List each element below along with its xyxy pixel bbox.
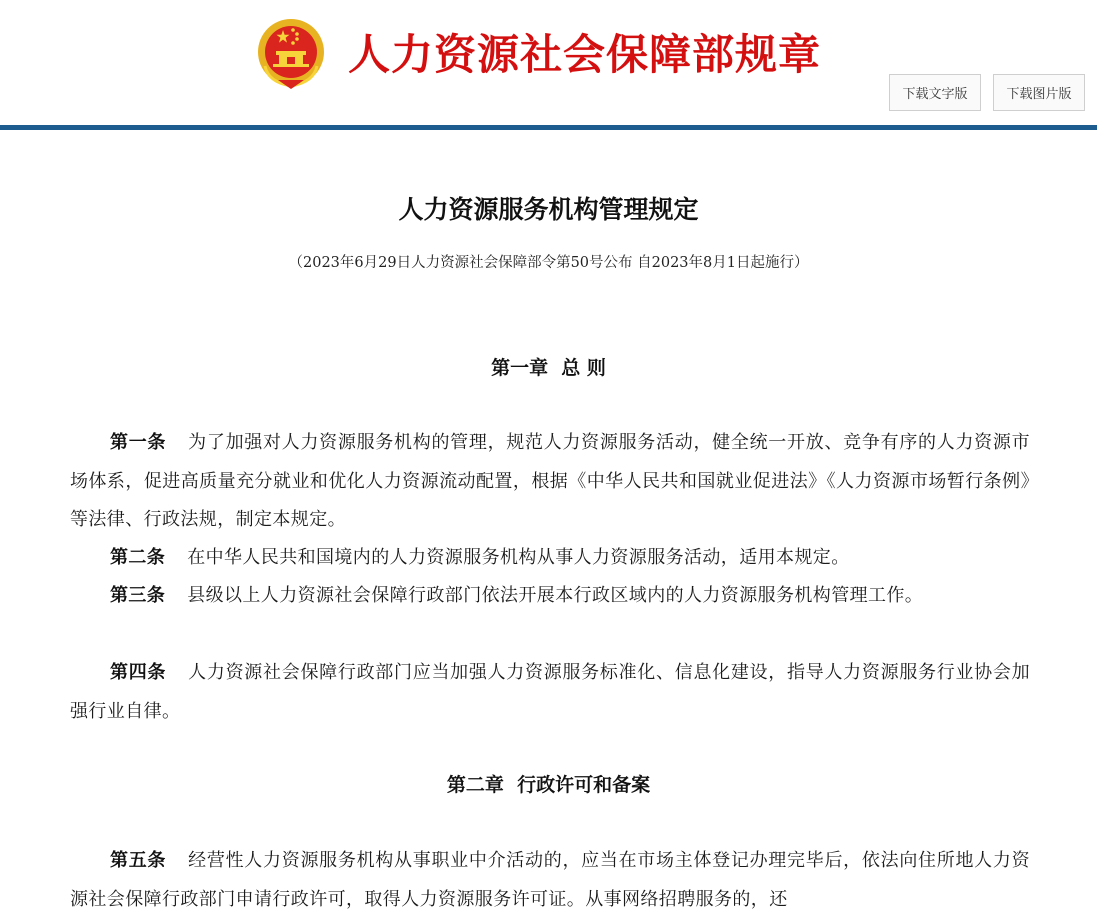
article-label: 第二条 [110,547,166,568]
article-label: 第四条 [110,662,167,683]
article-text: 人力资源社会保障行政部门应当加强人力资源服务标准化、信息化建设，指导人力资源服务行业协会加强行业自律。 [70,662,1031,722]
article-text: 县级以上人力资源社会保障行政部门依法开展本行政区域内的人力资源服务机构管理工作。 [187,585,924,606]
chapter-heading-2: 第二章 行政许可和备案 [446,774,651,796]
article-5 [70,842,1030,919]
chapter-heading-1: 第一章 总 则 [491,357,606,379]
download-text-version-button[interactable]: 下载文字版 [889,74,981,111]
article-label: 第五条 [110,850,167,871]
article-2 [70,539,1030,578]
header-divider [0,125,1097,130]
document-subtitle: （2023年6月29日人力资源社会保障部令第50号公布 自2023年8月1日起施行） [288,255,809,271]
article-4 [70,654,1030,731]
article-text: 经营性人力资源服务机构从事职业中介活动的，应当在市场主体登记办理完毕后，依法向住所地人力资源社会保障行政部门申请行政许可，取得人力资源服务许可证。从事网络招聘服务的，还 [70,850,1031,910]
article-text: 为了加强对人力资源服务机构的管理，规范人力资源服务活动，健全统一开放、竞争有序的人力资源市场体系，促进高质量充分就业和优化人力资源流动配置，根据《中华人民共和国就业促进法》《人力资源市场暂行条例》等法律、行政法规，制定本规定。 [70,432,1031,530]
national-emblem-icon [256,18,326,90]
download-image-version-button[interactable]: 下载图片版 [993,74,1085,111]
document-title: 人力资源服务机构管理规定 [398,195,699,224]
site-title: 人力资源社会保障部规章 [348,30,822,79]
article-1 [70,424,1030,540]
article-3 [70,577,1030,616]
site-header [0,0,1097,125]
article-label: 第一条 [110,432,167,453]
article-text: 在中华人民共和国境内的人力资源服务机构从事人力资源服务活动，适用本规定。 [187,547,850,568]
article-label: 第三条 [110,585,166,606]
